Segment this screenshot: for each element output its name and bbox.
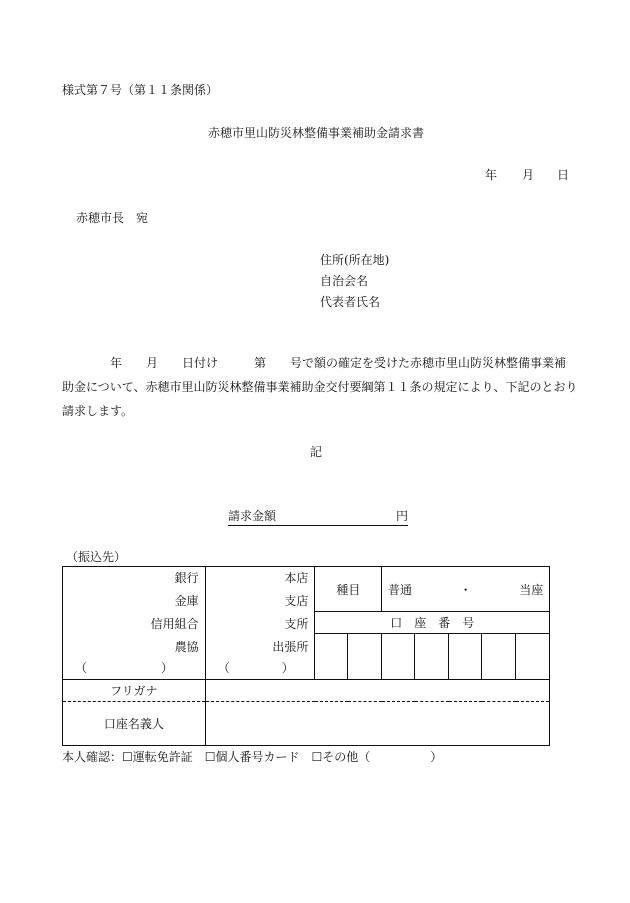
bank-type-nokyo: 農協 bbox=[174, 640, 199, 654]
account-digit-1[interactable] bbox=[315, 634, 348, 680]
body-line-2: 助金について、赤穂市里山防災林整備事業補助金交付要綱第１１条の規定により、下記のとおり bbox=[62, 380, 578, 394]
body-line-1: 年 月 日付け 第 号で額の確定を受けた赤穂市里山防災林整備事業補 bbox=[62, 356, 567, 370]
account-digit-5[interactable] bbox=[449, 634, 482, 680]
bank-paren-close: ） bbox=[161, 661, 174, 675]
form-number: 様式第７号（第１１条関係） bbox=[62, 83, 219, 97]
bank-type-kinko: 金庫 bbox=[174, 594, 199, 608]
branch-shisho: 支所 bbox=[284, 617, 309, 631]
branch-paren-open: （ bbox=[217, 661, 230, 675]
applicant-address-label: 住所(所在地) bbox=[320, 253, 390, 267]
branch-shuchojo: 出張所 bbox=[272, 640, 309, 654]
account-number-label: 口 座 番 号 bbox=[315, 612, 550, 634]
account-type-toza: 当座 bbox=[519, 582, 544, 597]
bank-type-cell bbox=[63, 567, 206, 680]
holder-field[interactable] bbox=[205, 702, 549, 746]
date-month: 月 bbox=[522, 168, 535, 182]
date-day: 日 bbox=[557, 168, 570, 182]
identity-confirmation: 本人確認：☐運転免許証 ☐個人番号カード ☐その他（ ） bbox=[62, 750, 443, 764]
branch-honten: 本店 bbox=[284, 571, 309, 585]
account-type-futsu: 普通 bbox=[387, 582, 412, 597]
ki-label: 記 bbox=[310, 445, 323, 459]
amount-unit: 円 bbox=[396, 509, 409, 523]
branch-type-cell bbox=[205, 567, 315, 680]
account-digit-7[interactable] bbox=[516, 634, 550, 680]
holder-label: 口座名義人 bbox=[63, 702, 206, 746]
amount-line bbox=[228, 508, 408, 526]
addressee: 赤穂市長 宛 bbox=[76, 211, 149, 225]
account-digit-2[interactable] bbox=[348, 634, 382, 680]
transfer-label: （振込先） bbox=[66, 550, 127, 564]
applicant-representative-label: 代表者氏名 bbox=[320, 295, 381, 309]
branch-paren-close: ） bbox=[281, 661, 294, 675]
account-digit-4[interactable] bbox=[415, 634, 449, 680]
furigana-field[interactable] bbox=[205, 680, 549, 702]
body-line-3: 請求します。 bbox=[62, 404, 134, 418]
applicant-association-label: 自治会名 bbox=[320, 274, 369, 288]
bank-type-bank: 銀行 bbox=[174, 571, 199, 585]
account-table bbox=[62, 566, 550, 746]
account-digit-3[interactable] bbox=[382, 634, 415, 680]
page-title: 赤穂市里山防災林整備事業補助金請求書 bbox=[208, 126, 425, 140]
account-digit-6[interactable] bbox=[482, 634, 516, 680]
amount-label: 請求金額 bbox=[228, 509, 277, 523]
furigana-label: フリガナ bbox=[63, 680, 206, 702]
account-type-dot: ・ bbox=[459, 582, 472, 597]
branch-shiten: 支店 bbox=[284, 594, 309, 608]
bank-paren-open: （ bbox=[75, 661, 88, 675]
shumoku-cell: 種目 bbox=[315, 567, 382, 612]
date-year: 年 bbox=[485, 168, 498, 182]
account-type-cell bbox=[382, 567, 550, 612]
bank-type-shinkumi: 信用組合 bbox=[150, 617, 199, 631]
